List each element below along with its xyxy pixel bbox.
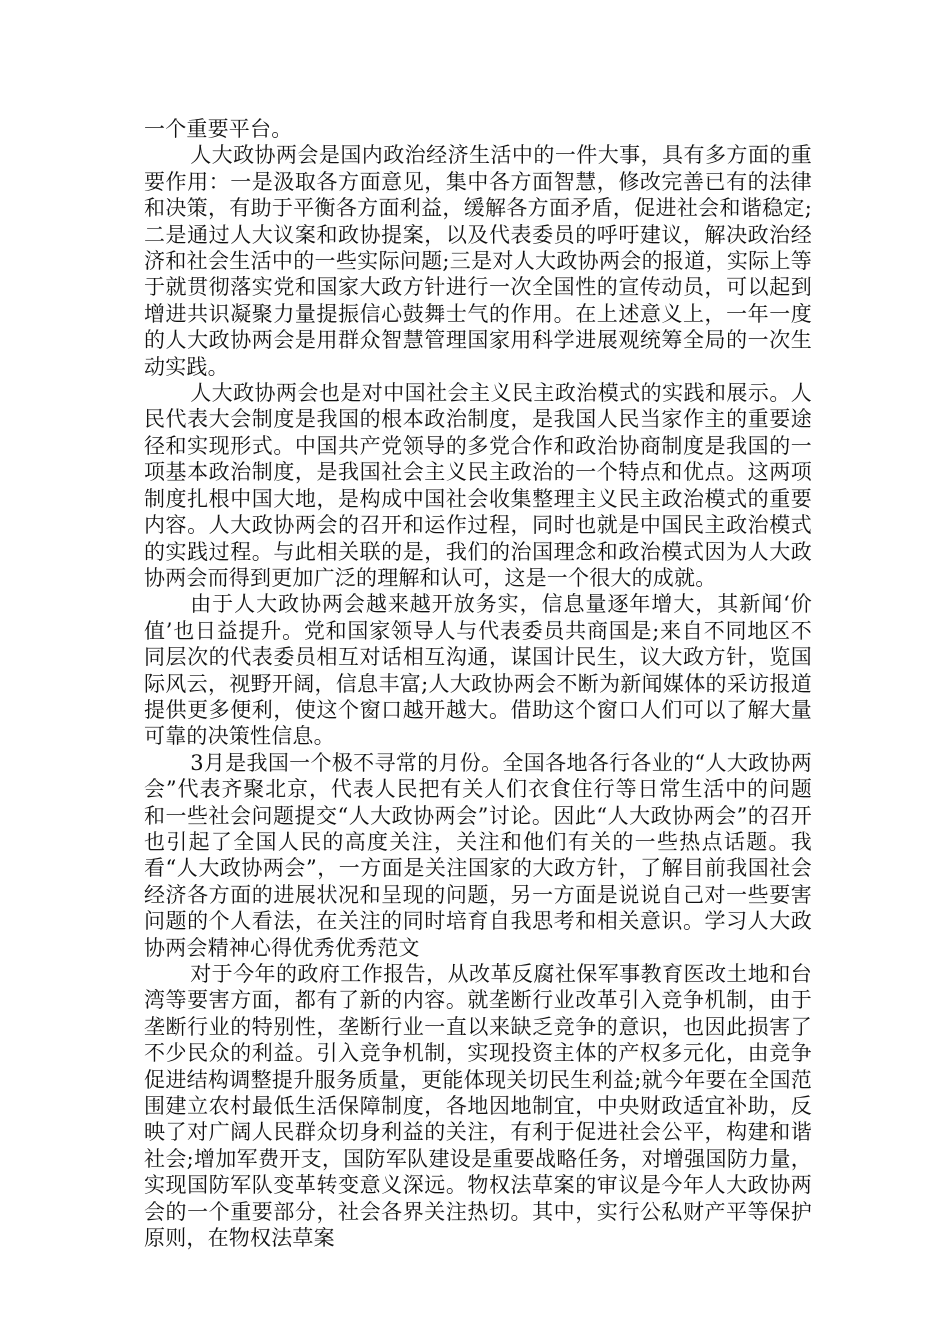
document-body (144, 116, 812, 1251)
paragraph-3: 人大政协两会也是对中国社会主义民主政治模式的实践和展示。人民代表大会制度是我国的根本政治制度，是我国人民当家作主的重要途径和实现形式。中国共产党领导的多党合作和政治协商制度是我国的一项基本政治制度，是我国社会主义民主政治的一个特点和优点。这两项制度扎根中国大地，是构成中国社会收集整理主义民主政治模式的重要内容。人大政协两会的召开和运作过程，同时也就是中国民主政治模式的实践过程。与此相关联的是，我们的治国理念和政治模式因为人大政协两会而得到更加广泛的理解和认可，这是一个很大的成就。 (144, 381, 812, 590)
paragraph-6: 对于今年的政府工作报告，从改革反腐社保军事教育医改土地和台湾等要害方面，都有了新的内容。就垄断行业改革引入竞争机制，由于垄断行业的特别性，垄断行业一直以来缺乏竞争的意识，也因此损害了不少民众的利益。引入竞争机制，实现投资主体的产权多元化，由竞争促进结构调整提升服务质量，更能体现关切民生利益;就今年要在全国范围建立农村最低生活保障制度，各地因地制宜，中央财政适宜补助，反映了对广阔人民群众切身利益的关注，有利于促进社会公平，构建和谐社会;增加军费开支，国防军队建设是重要战略任务，对增强国防力量，实现国防军队变革转变意义深远。物权法草案的审议是今年人大政协两会的一个重要部分，社会各界关注热切。其中，实行公私财产平等保护原则，在物权法草案 (144, 962, 812, 1251)
paragraph-2: 人大政协两会是国内政治经济生活中的一件大事，具有多方面的重要作用：一是汲取各方面意见，集中各方面智慧，修改完善已有的法律和决策，有助于平衡各方面利益，缓解各方面矛盾，促进社会和谐稳定;二是通过人大议案和政协提案，以及代表委员的呼吁建议，解决政治经济和社会生活中的一些实际问题;三是对人大政协两会的报道，实际上等于就贯彻落实党和国家大政方针进行一次全国性的宣传动员，可以起到增进共识凝聚力量提振信心鼓舞士气的作用。在上述意义上，一年一度的人大政协两会是用群众智慧管理国家用科学进展观统筹全局的一次生动实践。 (144, 143, 812, 379)
paragraph-1: 一个重要平台。 (144, 117, 293, 141)
paragraph-4: 由于人大政协两会越来越开放务实，信息量逐年增大，其新闻‘价值’也日益提升。党和国家领导人与代表委员共商国是;来自不同地区不同层次的代表委员相互对话相互沟通，谋国计民生，议大政方针，览国际风云，视野开阔，信息丰富;人大政协两会不断为新闻媒体的采访报道提供更多便利，使这个窗口越开越大。借助这个窗口人们可以了解大量可靠的决策性信息。 (144, 592, 812, 749)
paragraph-5: 3月是我国一个极不寻常的月份。全国各地各行各业的“人大政协两会”代表齐聚北京，代表人民把有关人们衣食住行等日常生活中的问题和一些社会问题提交“人大政协两会”讨论。因此“人大政协两会”的召开也引起了全国人民的高度关注，关注和他们有关的一些热点话题。我看“人大政协两会”，一方面是关注国家的大政方针，了解目前我国社会经济各方面的进展状况和呈现的问题，另一方面是说说自己对一些要害问题的个人看法，在关注的同时培育自我思考和相关意识。学习人大政协两会精神心得优秀优秀范文 (144, 750, 812, 960)
